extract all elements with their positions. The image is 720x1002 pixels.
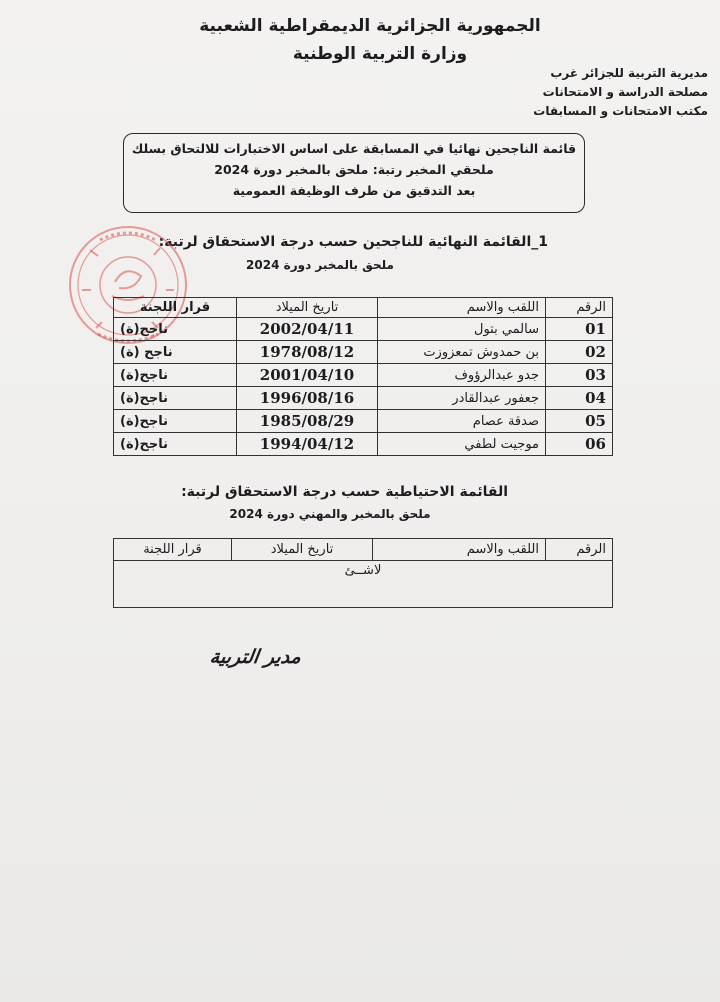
row-birth-date: 1985/08/29 xyxy=(237,410,378,433)
section1-subheading: ملحق بالمخبر دورة 2024 xyxy=(246,258,394,272)
table-row xyxy=(114,433,613,456)
table-row xyxy=(114,341,613,364)
table-row xyxy=(114,364,613,387)
row-birth-date: 2001/04/10 xyxy=(237,364,378,387)
director-signature: مدير التربية xyxy=(208,646,303,668)
title-box xyxy=(123,133,585,213)
row-birth-date: 1996/08/16 xyxy=(237,387,378,410)
title-line-3: بعد التدقيق من طرف الوظيفة العمومية xyxy=(232,183,476,198)
table-row xyxy=(114,387,613,410)
header-decision: قرار اللجنة xyxy=(114,298,237,318)
row-birth-date: 1978/08/12 xyxy=(237,341,378,364)
row-decision: ناجح (ة) xyxy=(114,341,237,364)
row-name: بن حمدوش تمعزوزت xyxy=(378,341,546,364)
header-name: اللقب والاسم xyxy=(373,539,546,561)
row-number: 06 xyxy=(546,433,613,456)
row-decision: ناجح(ة) xyxy=(114,318,237,341)
service-label: مصلحة الدراسة و الامتحانات xyxy=(542,85,708,99)
section1-heading: 1_القائمة النهائية للناجحين حسب درجة الاستحقاق لرتبة: xyxy=(158,234,548,250)
row-decision: ناجح(ة) xyxy=(114,387,237,410)
row-decision: ناجح(ة) xyxy=(114,364,237,387)
row-number: 01 xyxy=(546,318,613,341)
header-number: الرقم xyxy=(546,298,613,318)
empty-cell: لاشــئ xyxy=(114,561,613,608)
header-birth-date: تاريخ الميلاد xyxy=(237,298,378,318)
office-label: مكتب الامتحانات و المسابقات xyxy=(533,104,708,118)
row-number: 04 xyxy=(546,387,613,410)
row-name: سالمي بتول xyxy=(378,318,546,341)
header-birth-date: تاريخ الميلاد xyxy=(232,539,373,561)
row-name: جعفور عبدالقادر xyxy=(378,387,546,410)
table-row xyxy=(114,318,613,341)
table-header-row xyxy=(114,539,613,561)
final-list-table xyxy=(113,297,613,456)
row-number: 03 xyxy=(546,364,613,387)
row-decision: ناجح(ة) xyxy=(114,433,237,456)
section2-heading: القائمة الاحتياطية حسب درجة الاستحقاق لرتبة: xyxy=(181,484,508,500)
table-header-row xyxy=(114,298,613,318)
header-name: اللقب والاسم xyxy=(378,298,546,318)
republic-header: الجمهورية الجزائرية الديمقراطية الشعبية xyxy=(199,16,541,36)
row-number: 02 xyxy=(546,341,613,364)
row-name: صدقة عصام xyxy=(378,410,546,433)
ministry-header: وزارة التربية الوطنية xyxy=(292,44,468,64)
row-birth-date: 2002/04/11 xyxy=(237,318,378,341)
table-row xyxy=(114,561,613,608)
title-line-1: قائمة الناجحين نهائيا في المسابقة على اساس الاختبارات للالتحاق بسلك xyxy=(131,141,577,156)
header-decision: قرار اللجنة xyxy=(114,539,232,561)
row-decision: ناجح(ة) xyxy=(114,410,237,433)
row-name: موجيت لطفي xyxy=(378,433,546,456)
directorate-label: مديرية التربية للجزائر غرب xyxy=(550,66,708,80)
header-number: الرقم xyxy=(546,539,613,561)
reserve-list-table xyxy=(113,538,613,608)
section2-subheading: ملحق بالمخبر والمهني دورة 2024 xyxy=(229,507,431,521)
title-line-2: ملحقي المخبر رتبة: ملحق بالمخبر دورة 2024 xyxy=(214,162,494,177)
row-name: جدو عبدالرؤوف xyxy=(378,364,546,387)
row-birth-date: 1994/04/12 xyxy=(237,433,378,456)
table-row xyxy=(114,410,613,433)
row-number: 05 xyxy=(546,410,613,433)
